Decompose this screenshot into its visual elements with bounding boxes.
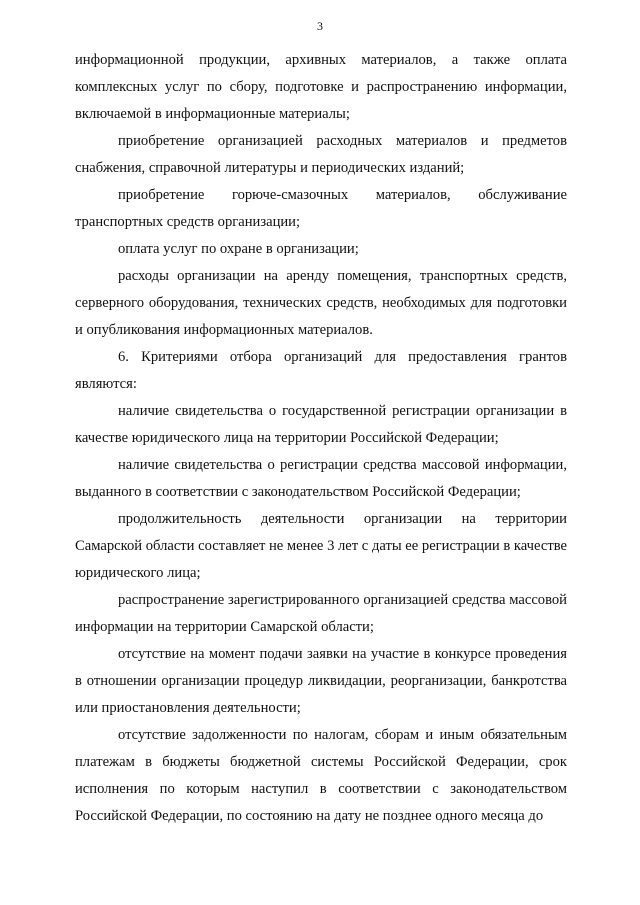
paragraph-4: оплата услуг по охране в организации; [118,241,359,257]
paragraph-6: 6. Критериями отбора организаций для предоставления грантов являются: [75,349,567,392]
paragraph-8: наличие свидетельства о регистрации средства массовой информации, выданного в соответствии с законодательством Российской Федерации; [75,457,567,500]
paragraph-10: распространение зарегистрированного организацией средства массовой информации на территории Самарской области; [75,592,567,635]
paragraph-7: наличие свидетельства о государственной регистрации организации в качестве юридического лица на территории Российской Федерации; [75,403,567,446]
paragraph-11: отсутствие на момент подачи заявки на участие в конкурсе проведения в отношении организации процедур ликвидации, реорганизации, банкротства или приостановления деятельности; [75,646,567,716]
paragraph-12: отсутствие задолженности по налогам, сборам и иным обязательным платежам в бюджеты бюджетной системы Российской Федерации, срок исполнения по которым наступил в соответствии с законодательством Российской Федерации, по состоянию на дату не позднее одного месяца до [75,727,567,824]
page-number: 3 [317,19,323,33]
paragraph-9: продолжительность деятельности организации на территории Самарской области составляет не менее 3 лет с даты ее регистрации в качестве юридического лица; [75,511,567,581]
paragraph-2: приобретение организацией расходных материалов и предметов снабжения, справочной литературы и периодических изданий; [75,133,567,176]
document-body [75,47,567,830]
paragraph-5: расходы организации на аренду помещения, транспортных средств, серверного оборудования, технических средств, необходимых для подготовки и опубликования информационных материалов. [75,268,567,338]
paragraph-3: приобретение горюче-смазочных материалов, обслуживание транспортных средств организации; [75,187,567,230]
paragraph-1: информационной продукции, архивных материалов, а также оплата комплексных услуг по сбору, подготовке и распространению информации, включаемой в информационные материалы; [75,52,567,122]
